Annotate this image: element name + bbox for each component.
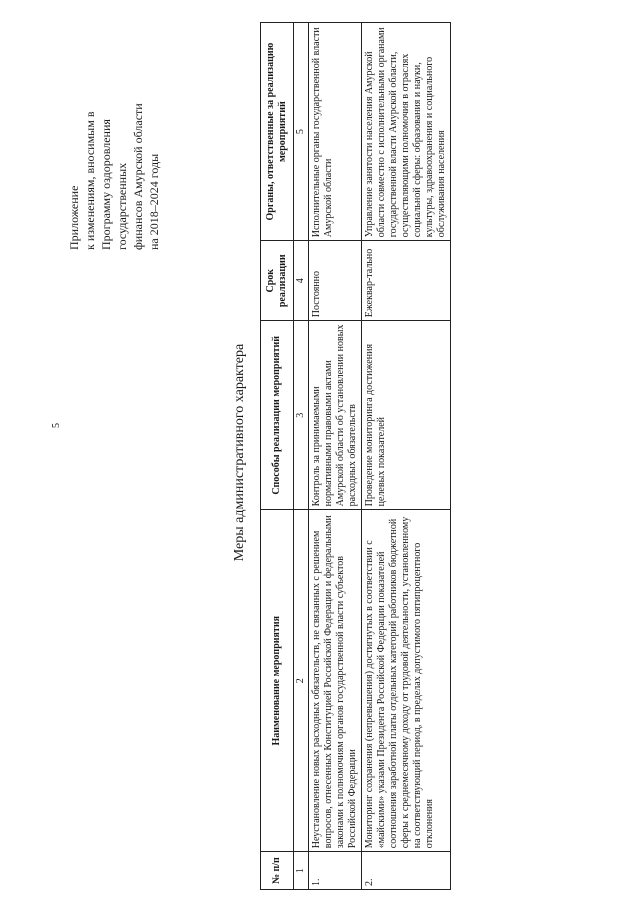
measure-name: Неустановление новых расходных обязательств, не связанных с решением вопросов, отнесенных Конституцией Российской Федерации и федеральными законами к полномочиям органов государственной власти субъектов Российской Федерации [309,510,362,852]
measure-method: Контроль за принимаемыми нормативными правовыми актами Амурской области об установлении новых расходных обязательств [309,321,362,510]
appendix-line: Программу оздоровления [99,119,113,250]
appendix-line: к изменениям, вносимым в [83,111,97,250]
appendix-line: государственных [115,162,129,250]
measure-term: Ежеквар-тально [362,241,451,321]
table-row [362,23,451,890]
appendix-line: финансов Амурской области [131,103,145,250]
header-responsible: Органы, ответственные за реализацию мероприятий [261,23,294,241]
table-header-row [261,23,294,890]
row-number: 2. [362,852,451,890]
measure-name: Мониторинг сохранения (непревышения) достигнутых в соответствии с «майскими» указами Президента Российской Федерации показателей соотношения заработной платы отдельных категорий работников бюджетной сферы к среднемесячному доходу от трудовой деятельности, установленному на соответствующий период, в пределах допустимого пятипроцентного отклонения [362,510,451,852]
measure-method: Проведение мониторинга достижения целевых показателей [362,321,451,510]
appendix-line: Приложение [67,185,81,250]
header-number: № п/п [261,852,294,890]
appendix-note [66,20,162,250]
header-methods: Способы реализации мероприятий [261,321,294,510]
appendix-line: на 2018–2024 годы [147,153,161,250]
header-term: Срок реализации [261,241,294,321]
document-title: Меры административного характера [232,343,247,562]
table-row [309,23,362,890]
column-number: 3 [294,321,309,510]
measure-responsible: Исполнительные органы государственной власти Амурской области [309,23,362,241]
measures-table [260,22,451,890]
measure-term: Постоянно [309,241,362,321]
row-number: 1. [309,852,362,890]
column-number: 2 [294,510,309,852]
measure-responsible: Управление занятости населения Амурской области совместно с исполнительными органами государственной власти Амурской области, осуществляющими полномочия в отраслях социальной сферы: образования и науки, культуры, здравоохранения и социального обслуживания населения [362,23,451,241]
header-measure-name: Наименование мероприятия [261,510,294,852]
column-number: 1 [294,852,309,890]
column-numbers-row [294,23,309,890]
column-number: 5 [294,23,309,241]
column-number: 4 [294,241,309,321]
page-number: 5 [51,423,62,428]
